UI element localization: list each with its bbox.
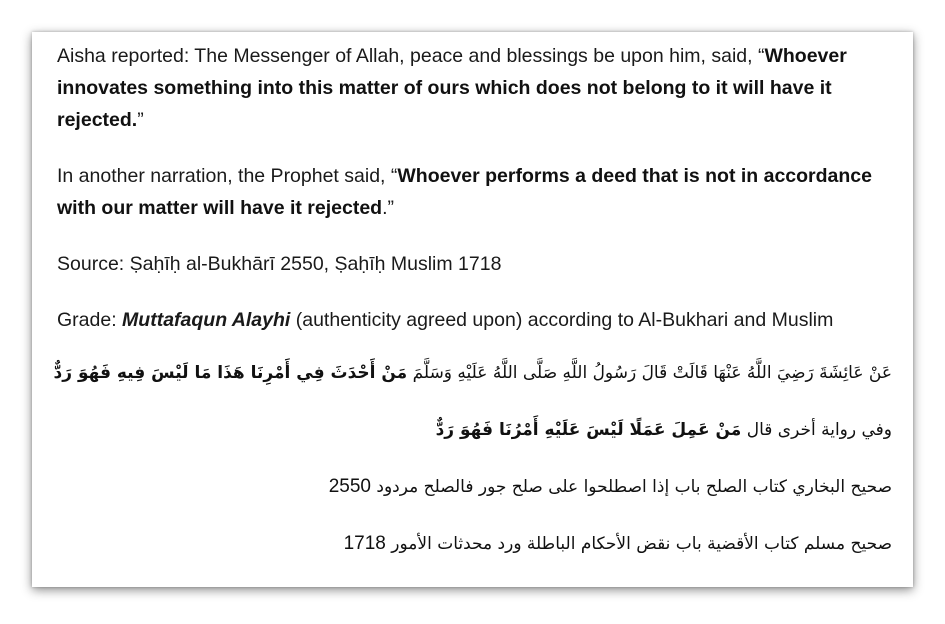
hadith-content [53, 40, 892, 559]
arabic-hadith-line [53, 358, 892, 388]
grade-value: Muttafaqun Alayhi [122, 309, 291, 331]
arabic-another-narration-line [57, 415, 892, 445]
arabic-bukhari-source [57, 472, 892, 502]
muslim-number: 1718 [343, 533, 386, 554]
quote-close-2: .” [382, 197, 395, 219]
hadith-quote: Whoever innovates something into this matter of ours which does not belong to it will have it rejected. [57, 45, 847, 131]
arabic-narration: عَنْ عَائِشَةَ رَضِيَ اللَّهُ عَنْهَا قَالَتْ قَالَ رَسُولُ اللَّهِ صَلَّى اللَّهُ عَلَيْهِ وَسَلَّمَ [407, 363, 892, 383]
muslim-source-text: صحيح مسلم كتاب الأقضية باب نقض الأحكام الباطلة ورد محدثات الأمور [385, 534, 892, 554]
arabic-quote-2: مَنْ عَمِلَ عَمَلًا لَيْسَ عَلَيْهِ أَمْرُنَا فَهُوَ رَدٌّ [435, 420, 742, 440]
hadith-quote-2: Whoever performs a deed that is not in accordance with our matter will have it rejected [57, 165, 872, 219]
arabic-quote: مَنْ أَحْدَثَ فِي أَمْرِنَا هَذَا مَا لَيْسَ فِيهِ فَهُوَ رَدٌّ [53, 363, 408, 383]
grade-label: Grade: [57, 309, 123, 331]
english-hadith-paragraph [57, 40, 892, 136]
grade-description: (authenticity agreed upon) according to Al-Bukhari and Muslim [290, 309, 834, 331]
narration-intro: Aisha reported: The Messenger of Allah, peace and blessings be upon him, said, “ [57, 45, 765, 67]
another-narration-paragraph [57, 160, 892, 224]
quote-close: ” [137, 109, 144, 131]
bukhari-source-text: صحيح البخاري كتاب الصلح باب إذا اصطلحوا على صلح جور فالصلح مردود [371, 477, 892, 497]
hadith-card [32, 32, 913, 587]
arabic-narration-2: وفي رواية أخرى قال [741, 420, 892, 440]
grade-line [57, 304, 892, 336]
narration-intro-2: In another narration, the Prophet said, “ [57, 165, 398, 187]
arabic-muslim-source [57, 529, 892, 559]
source-line: Source: Ṣaḥīḥ al-Bukhārī 2550, Ṣaḥīḥ Muslim 1718 [57, 253, 502, 275]
bukhari-number: 2550 [328, 476, 371, 497]
